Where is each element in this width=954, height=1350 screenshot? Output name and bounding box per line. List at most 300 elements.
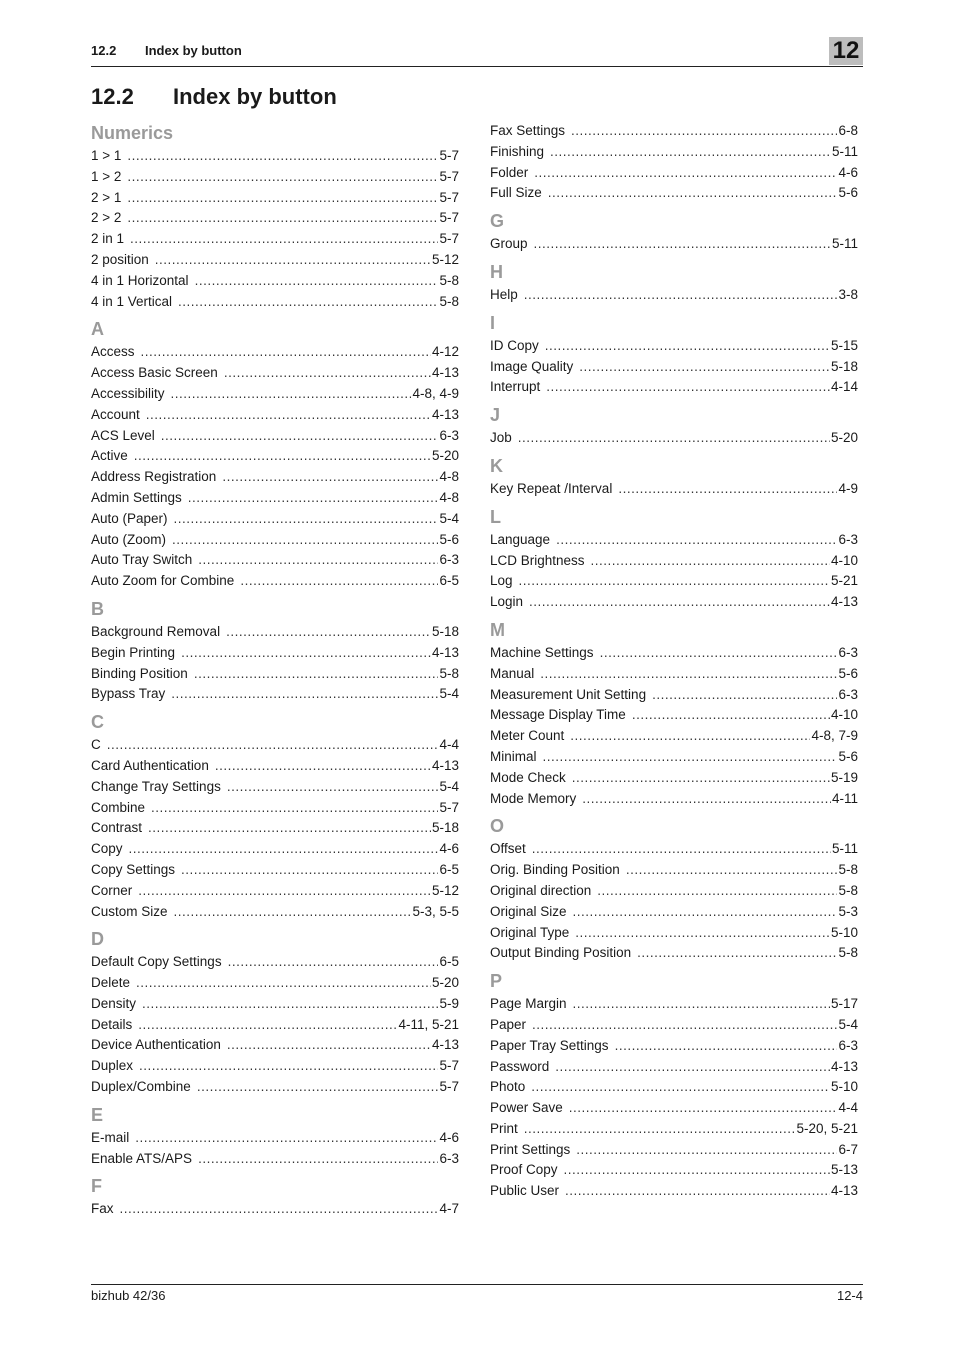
index-letter-heading: A — [91, 319, 104, 340]
page-footer — [91, 1284, 863, 1309]
index-entry[interactable] — [490, 479, 858, 500]
index-entry[interactable] — [490, 183, 858, 204]
index-entry-label: Change Tray Settings — [91, 778, 221, 794]
index-entry-label: Group — [490, 236, 528, 252]
index-entry-page: 4-10 — [830, 707, 858, 723]
index-letter-heading: Numerics — [91, 123, 174, 143]
index-entry-label: LCD Brightness — [490, 552, 585, 568]
index-entry-label: ID Copy — [490, 337, 539, 353]
dot-leader — [142, 994, 438, 1015]
index-entry[interactable] — [490, 428, 858, 449]
index-entry[interactable] — [91, 818, 459, 839]
index-entry[interactable] — [91, 1128, 459, 1149]
index-entry-label: Minimal — [490, 748, 537, 764]
index-entry-label: Enable ATS/APS — [91, 1150, 193, 1166]
dot-leader — [615, 1036, 838, 1057]
index-entry[interactable] — [490, 285, 858, 306]
index-entry-label: Log — [490, 573, 513, 589]
index-entry[interactable] — [91, 571, 459, 592]
index-entry-page: 5-8 — [439, 665, 459, 681]
index-entry-label: Active — [91, 448, 128, 464]
index-letter-heading: F — [91, 1176, 102, 1197]
dot-leader — [226, 622, 431, 643]
index-entry[interactable] — [490, 664, 858, 685]
dot-leader — [240, 571, 438, 592]
index-entry-label: Fax — [91, 1201, 114, 1217]
dot-leader — [107, 735, 439, 756]
index-entry[interactable] — [490, 685, 858, 706]
dot-leader — [228, 952, 439, 973]
index-entry[interactable] — [91, 777, 459, 798]
dot-leader — [582, 789, 831, 810]
footer-page-number: 12-4 — [836, 1288, 863, 1303]
dot-leader — [591, 551, 830, 572]
index-entry-label: Density — [91, 995, 137, 1011]
index-entry-label: 1 > 1 — [91, 148, 122, 163]
index-entry[interactable] — [91, 467, 459, 488]
index-entry-page: 4-13 — [830, 594, 858, 610]
index-entry[interactable] — [91, 798, 459, 819]
index-entry[interactable] — [490, 943, 858, 964]
index-entry[interactable] — [490, 994, 858, 1015]
index-entry-page: 5-11 — [831, 841, 858, 857]
index-entry-label: Corner — [91, 882, 133, 898]
index-entry-label: Message Display Time — [490, 707, 626, 723]
index-entry-label: Machine Settings — [490, 644, 594, 660]
index-entry[interactable] — [91, 684, 459, 705]
index-letter-heading: O — [490, 816, 505, 837]
dot-leader — [139, 1056, 438, 1077]
index-entry-page: 5-4 — [439, 686, 459, 702]
index-entry[interactable] — [490, 336, 858, 357]
index-entry[interactable] — [91, 1199, 459, 1220]
index-entry[interactable] — [91, 756, 459, 777]
index-entry-label: Background Removal — [91, 623, 221, 639]
index-entry-page: 5-6 — [838, 665, 858, 681]
dot-leader — [172, 530, 438, 551]
dot-leader — [161, 426, 439, 447]
dot-leader — [571, 121, 837, 142]
dot-leader — [579, 357, 830, 378]
index-entry-page: 6-5 — [439, 861, 459, 877]
index-entry-page: 5-6 — [838, 748, 858, 764]
index-entry-page: 4-13 — [431, 757, 459, 773]
index-entry-label: Manual — [490, 665, 535, 681]
index-entry-page: 5-4 — [439, 510, 459, 526]
index-entry-label: Power Save — [490, 1100, 563, 1116]
index-entry[interactable] — [490, 839, 858, 860]
index-entry[interactable] — [91, 208, 459, 229]
dot-leader — [127, 188, 438, 209]
index-entry-page: 5-8 — [838, 945, 858, 961]
index-entry-page: 5-7 — [439, 231, 459, 247]
dot-leader — [227, 1035, 431, 1056]
index-letter-heading: G — [490, 211, 505, 232]
index-entry-label: Auto Tray Switch — [91, 552, 193, 568]
index-entry-label: 2 > 1 — [91, 189, 122, 205]
index-letter-heading: J — [490, 405, 501, 426]
index-entry-label: Copy — [91, 841, 123, 857]
index-entry[interactable] — [91, 292, 459, 313]
dot-leader — [155, 250, 431, 271]
index-entry-label: Duplex — [91, 1058, 134, 1074]
index-entry[interactable] — [91, 342, 459, 363]
dot-leader — [197, 1077, 439, 1098]
index-letter-heading: L — [490, 506, 501, 527]
index-entry[interactable] — [91, 973, 459, 994]
index-entry-page: 4-10 — [830, 552, 858, 568]
dot-leader — [148, 818, 431, 839]
index-entry[interactable] — [91, 188, 459, 209]
index-entry-page: 5-4 — [439, 778, 459, 794]
index-entry-page: 4-8 — [439, 489, 459, 505]
index-entry[interactable] — [490, 551, 858, 572]
index-entry-page: 4-13 — [431, 1037, 459, 1053]
index-entry-page: 4-8, 7-9 — [811, 728, 858, 744]
dot-leader — [138, 1015, 397, 1036]
index-entry-page: 5-7 — [439, 168, 459, 184]
index-entry-label: Custom Size — [91, 903, 168, 919]
index-entry[interactable] — [91, 446, 459, 467]
index-entry-page: 5-6 — [838, 185, 858, 201]
index-entry-page: 4-11 — [831, 790, 858, 806]
dot-leader — [543, 747, 838, 768]
index-entry-label: Image Quality — [490, 358, 574, 374]
index-entry-page: 5-8 — [838, 882, 858, 898]
index-entry[interactable] — [91, 229, 459, 250]
index-entry-label: Language — [490, 531, 551, 547]
dot-leader — [565, 1181, 830, 1202]
index-entry-page: 6-3 — [838, 531, 858, 547]
index-entry[interactable] — [490, 789, 858, 810]
dot-leader — [195, 271, 439, 292]
index-entry[interactable] — [490, 592, 858, 613]
index-entry[interactable] — [91, 1056, 459, 1077]
running-header — [91, 37, 863, 67]
index-entry-label: Photo — [490, 1079, 526, 1095]
index-entry-page: 5-8 — [439, 293, 459, 309]
index-group — [91, 317, 459, 592]
index-entry-label: E-mail — [91, 1129, 130, 1145]
index-entry-label: Delete — [91, 975, 131, 991]
index-entry-page: 5-4 — [838, 1016, 858, 1032]
index-entry-label: 4 in 1 Vertical — [91, 293, 173, 309]
index-entry-page: 6-7 — [838, 1141, 858, 1157]
index-entry-page: 4-4 — [838, 1100, 858, 1116]
index-entry-label: Original Type — [490, 924, 570, 940]
index-entry[interactable] — [91, 839, 459, 860]
index-entry[interactable] — [91, 1015, 459, 1036]
index-group — [490, 311, 858, 398]
index-entry[interactable] — [490, 530, 858, 551]
index-entry-page: 6-3 — [439, 427, 459, 443]
index-entry-page: 5-3 — [838, 903, 858, 919]
index-entry[interactable] — [91, 530, 459, 551]
index-entry[interactable] — [490, 747, 858, 768]
index-letter-heading: H — [490, 261, 503, 282]
index-letter-heading: P — [490, 971, 503, 992]
index-entry-page: 5-19 — [830, 769, 858, 785]
index-entry-label: Orig. Binding Position — [490, 862, 620, 878]
index-entry-label: Help — [490, 286, 518, 302]
index-entry-label: Public User — [490, 1183, 560, 1199]
index-entry-label: Page Margin — [490, 996, 567, 1012]
index-entry-page: 5-11 — [831, 236, 858, 252]
index-entry-page: 4-12 — [431, 344, 459, 360]
dot-leader — [637, 943, 837, 964]
dot-leader — [556, 530, 837, 551]
dot-leader — [572, 768, 830, 789]
index-entry-label: Login — [490, 594, 524, 610]
index-entry-label: Output Binding Position — [490, 945, 632, 961]
index-group — [490, 260, 858, 306]
index-group — [490, 969, 858, 1202]
dot-leader — [531, 1077, 830, 1098]
dot-leader — [570, 726, 810, 747]
index-entry-page: 5-18 — [431, 820, 459, 836]
index-entry-label: Device Authentication — [91, 1037, 221, 1053]
index-column-right — [490, 121, 858, 1202]
index-entry[interactable] — [91, 860, 459, 881]
index-entry-label: Copy Settings — [91, 861, 176, 877]
index-entry[interactable] — [490, 881, 858, 902]
index-entry-page: 5-17 — [830, 996, 858, 1012]
index-entry[interactable] — [490, 1119, 858, 1140]
index-entry[interactable] — [91, 1077, 459, 1098]
index-entry[interactable] — [91, 146, 459, 167]
dot-leader — [127, 208, 438, 229]
index-entry-label: Fax Settings — [490, 123, 566, 138]
index-entry[interactable] — [91, 509, 459, 530]
index-entry-label: Offset — [490, 841, 526, 857]
index-entry-page: 5-7 — [439, 799, 459, 815]
index-entry-page: 6-5 — [439, 573, 459, 589]
dot-leader — [198, 550, 438, 571]
index-letter-heading: I — [490, 312, 496, 333]
dot-leader — [188, 488, 439, 509]
index-entry-page: 4-11, 5-21 — [398, 1016, 459, 1032]
index-entry-label: Paper — [490, 1016, 527, 1032]
index-entry-page: 4-13 — [830, 1058, 858, 1074]
index-entry-page: 5-10 — [830, 1079, 858, 1095]
index-entry-page: 3-8 — [838, 286, 858, 302]
index-entry[interactable] — [91, 488, 459, 509]
index-entry-label: Account — [91, 406, 140, 422]
dot-leader — [632, 705, 830, 726]
index-entry-label: Admin Settings — [91, 489, 182, 505]
index-entry[interactable] — [91, 643, 459, 664]
index-entry[interactable] — [91, 550, 459, 571]
index-entry[interactable] — [490, 142, 858, 163]
index-entry-label: Access — [91, 344, 135, 360]
index-entry-page: 5-15 — [830, 337, 858, 353]
index-entry-page: 5-18 — [431, 623, 459, 639]
index-entry-page: 6-3 — [439, 552, 459, 568]
index-entry[interactable] — [490, 357, 858, 378]
index-entry-label: Measurement Unit Setting — [490, 686, 647, 702]
index-entry-page: 4-13 — [431, 365, 459, 381]
index-entry-page: 6-5 — [439, 954, 459, 970]
index-entry[interactable] — [490, 1015, 858, 1036]
index-entry[interactable] — [490, 377, 858, 398]
index-letter-heading: E — [91, 1104, 104, 1125]
index-entry-label: Interrupt — [490, 379, 541, 395]
dot-leader — [564, 1160, 830, 1181]
index-entry-label: Print — [490, 1120, 518, 1136]
index-entry-page: 5-7 — [439, 1058, 459, 1074]
dot-leader — [134, 446, 431, 467]
index-entry-page: 5-12 — [431, 251, 459, 267]
index-entry-page: 5-20 — [830, 430, 858, 446]
index-entry-page: 5-20 — [431, 975, 459, 991]
index-entry-label: Bypass Tray — [91, 686, 166, 702]
index-group — [490, 454, 858, 500]
index-entry[interactable] — [490, 1057, 858, 1078]
index-entry[interactable] — [490, 726, 858, 747]
dot-leader — [618, 479, 837, 500]
index-entry[interactable] — [490, 643, 858, 664]
chapter-tab: 12 — [829, 37, 863, 65]
index-entry[interactable] — [91, 250, 459, 271]
index-entry[interactable] — [91, 881, 459, 902]
index-entry[interactable] — [91, 167, 459, 188]
index-entry-label: 2 position — [91, 251, 149, 267]
dot-leader — [518, 428, 830, 449]
index-entry[interactable] — [490, 1181, 858, 1202]
index-entry-page: 5-8 — [439, 272, 459, 288]
index-entry-page: 6-3 — [439, 1150, 459, 1166]
index-entry[interactable] — [91, 735, 459, 756]
index-entry[interactable] — [490, 571, 858, 592]
index-entry-label: Finishing — [490, 143, 545, 159]
index-group — [490, 403, 858, 449]
index-entry-page: 5-7 — [439, 1079, 459, 1095]
index-entry[interactable] — [490, 163, 858, 184]
dot-leader — [529, 592, 830, 613]
index-group — [490, 121, 858, 204]
index-entry-label: Accessibility — [91, 385, 165, 401]
index-entry-page: 4-4 — [439, 737, 459, 753]
index-entry[interactable] — [91, 952, 459, 973]
dot-leader — [573, 902, 838, 923]
index-entry-page: 5-8 — [838, 862, 858, 878]
index-entry[interactable] — [490, 1077, 858, 1098]
index-entry[interactable] — [490, 121, 858, 142]
index-entry-page: 4-13 — [431, 644, 459, 660]
index-entry[interactable] — [490, 234, 858, 255]
index-group — [91, 927, 459, 1098]
header-section-title: Index by button — [145, 43, 242, 58]
index-entry-label: Auto (Paper) — [91, 510, 168, 526]
index-entry-label: Contrast — [91, 820, 143, 836]
index-entry[interactable] — [490, 1140, 858, 1161]
page-title — [91, 84, 337, 110]
index-entry-page: 4-14 — [830, 379, 858, 395]
index-entry[interactable] — [490, 768, 858, 789]
index-entry[interactable] — [490, 1036, 858, 1057]
index-entry-label: Combine — [91, 799, 146, 815]
index-entry[interactable] — [91, 271, 459, 292]
dot-leader — [534, 163, 837, 184]
dot-leader — [546, 377, 830, 398]
index-entry-page: 6-3 — [838, 644, 858, 660]
dot-leader — [534, 234, 831, 255]
dot-leader — [181, 643, 431, 664]
index-entry-label: Original direction — [490, 882, 592, 898]
index-entry[interactable] — [91, 1149, 459, 1170]
index-letter-heading: B — [91, 598, 104, 619]
index-entry-label: Auto (Zoom) — [91, 531, 167, 547]
index-entry[interactable] — [91, 426, 459, 447]
index-letter-heading: C — [91, 712, 104, 733]
index-entry[interactable] — [490, 902, 858, 923]
dot-leader — [171, 384, 412, 405]
index-entry-label: Mode Memory — [490, 790, 577, 806]
dot-leader — [136, 973, 431, 994]
index-entry-page: 4-8 — [439, 469, 459, 485]
index-entry[interactable] — [91, 1035, 459, 1056]
dot-leader — [127, 167, 438, 188]
index-entry[interactable] — [91, 994, 459, 1015]
dot-leader — [198, 1149, 438, 1170]
index-entry-page: 4-13 — [830, 1183, 858, 1199]
index-entry-page: 6-8 — [838, 123, 858, 138]
dot-leader — [174, 509, 439, 530]
index-entry-page: 4-6 — [439, 841, 459, 857]
index-entry-page: 6-3 — [838, 1037, 858, 1053]
dot-leader — [135, 1128, 438, 1149]
index-entry-label: Key Repeat /Interval — [490, 480, 613, 496]
index-entry-page: 5-12 — [431, 882, 459, 898]
index-entry[interactable] — [91, 363, 459, 384]
index-group — [490, 618, 858, 809]
index-entry[interactable] — [490, 1160, 858, 1181]
index-entry[interactable] — [490, 860, 858, 881]
index-column-left — [91, 121, 459, 1220]
index-entry[interactable] — [91, 622, 459, 643]
index-entry[interactable] — [490, 923, 858, 944]
dot-leader — [215, 756, 431, 777]
index-entry-page: 5-6 — [439, 531, 459, 547]
index-entry-page: 5-7 — [439, 148, 459, 163]
index-entry[interactable] — [91, 664, 459, 685]
index-entry-page: 5-13 — [830, 1162, 858, 1178]
index-entry-label: Folder — [490, 164, 529, 180]
dot-leader — [127, 146, 438, 167]
index-entry-label: Password — [490, 1058, 550, 1074]
dot-leader — [548, 183, 838, 204]
dot-leader — [171, 684, 438, 705]
dot-leader — [652, 685, 837, 706]
index-entry-label: Details — [91, 1016, 133, 1032]
index-entry[interactable] — [91, 405, 459, 426]
index-entry-page: 4-13 — [431, 406, 459, 422]
dot-leader — [573, 994, 830, 1015]
index-entry[interactable] — [91, 902, 459, 923]
index-entry[interactable] — [490, 1098, 858, 1119]
index-group — [91, 710, 459, 922]
dot-leader — [555, 1057, 830, 1078]
index-entry-label: Job — [490, 430, 512, 446]
dot-leader — [174, 902, 412, 923]
index-entry[interactable] — [91, 384, 459, 405]
index-entry[interactable] — [490, 705, 858, 726]
index-group — [91, 121, 459, 312]
index-entry-label: 2 in 1 — [91, 231, 125, 247]
dot-leader — [576, 1140, 837, 1161]
index-letter-heading: M — [490, 619, 505, 640]
index-entry-page: 5-20 — [431, 448, 459, 464]
